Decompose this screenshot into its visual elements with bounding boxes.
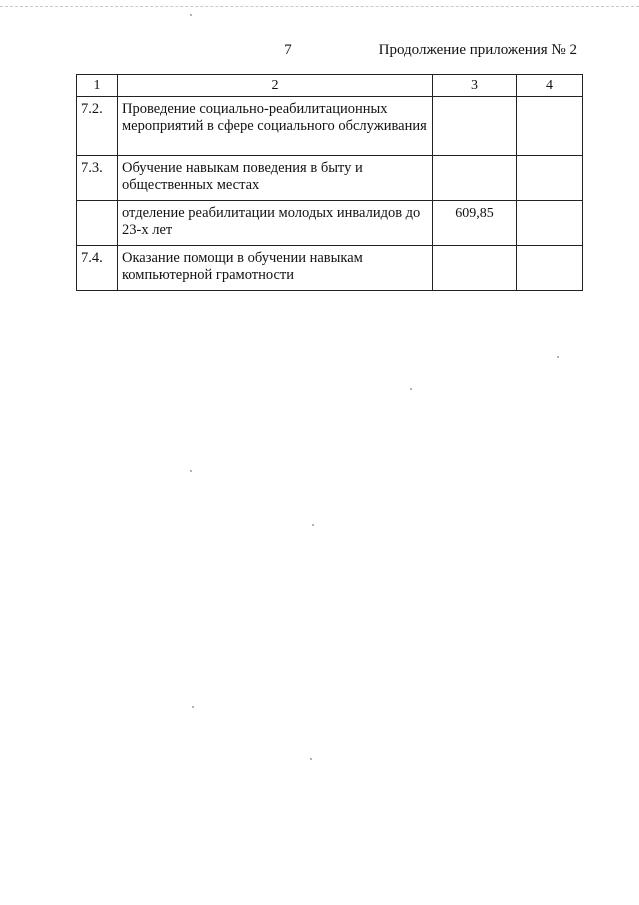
row-description: Обучение навыкам поведения в быту и общественных местах [118, 156, 433, 201]
row-value-col4 [517, 246, 583, 291]
table-header-row [77, 75, 583, 97]
scan-speck [192, 706, 194, 708]
row-description: Проведение социально-реабилитационных мероприятий в сфере социального обслуживания [118, 97, 433, 156]
scan-speck [310, 758, 312, 760]
row-value-col3 [433, 246, 517, 291]
scan-speck [190, 14, 192, 16]
row-value-col3 [433, 156, 517, 201]
row-value-col4 [517, 97, 583, 156]
row-number: 7.3. [77, 156, 118, 201]
row-value-col3: 609,85 [433, 201, 517, 246]
scan-speck [557, 356, 559, 358]
page-number: 7 [284, 42, 292, 58]
column-header-3: 3 [433, 75, 517, 97]
appendix-continuation-label: Продолжение приложения № 2 [378, 42, 577, 58]
scan-speck [410, 388, 412, 390]
appendix-table [76, 74, 583, 291]
table-row [77, 156, 583, 201]
row-value-col3 [433, 97, 517, 156]
row-number: 7.2. [77, 97, 118, 156]
row-number [77, 201, 118, 246]
scan-speck [190, 470, 192, 472]
table-row [77, 97, 583, 156]
row-value-col4 [517, 156, 583, 201]
column-header-1: 1 [77, 75, 118, 97]
scan-edge-line [0, 6, 639, 7]
row-value-col4 [517, 201, 583, 246]
table-row [77, 246, 583, 291]
scan-speck [312, 524, 314, 526]
table-row [77, 201, 583, 246]
row-description: Оказание помощи в обучении навыкам компьютерной грамотности [118, 246, 433, 291]
column-header-2: 2 [118, 75, 433, 97]
column-header-4: 4 [517, 75, 583, 97]
row-number: 7.4. [77, 246, 118, 291]
row-description: отделение реабилитации молодых инвалидов до 23-х лет [118, 201, 433, 246]
